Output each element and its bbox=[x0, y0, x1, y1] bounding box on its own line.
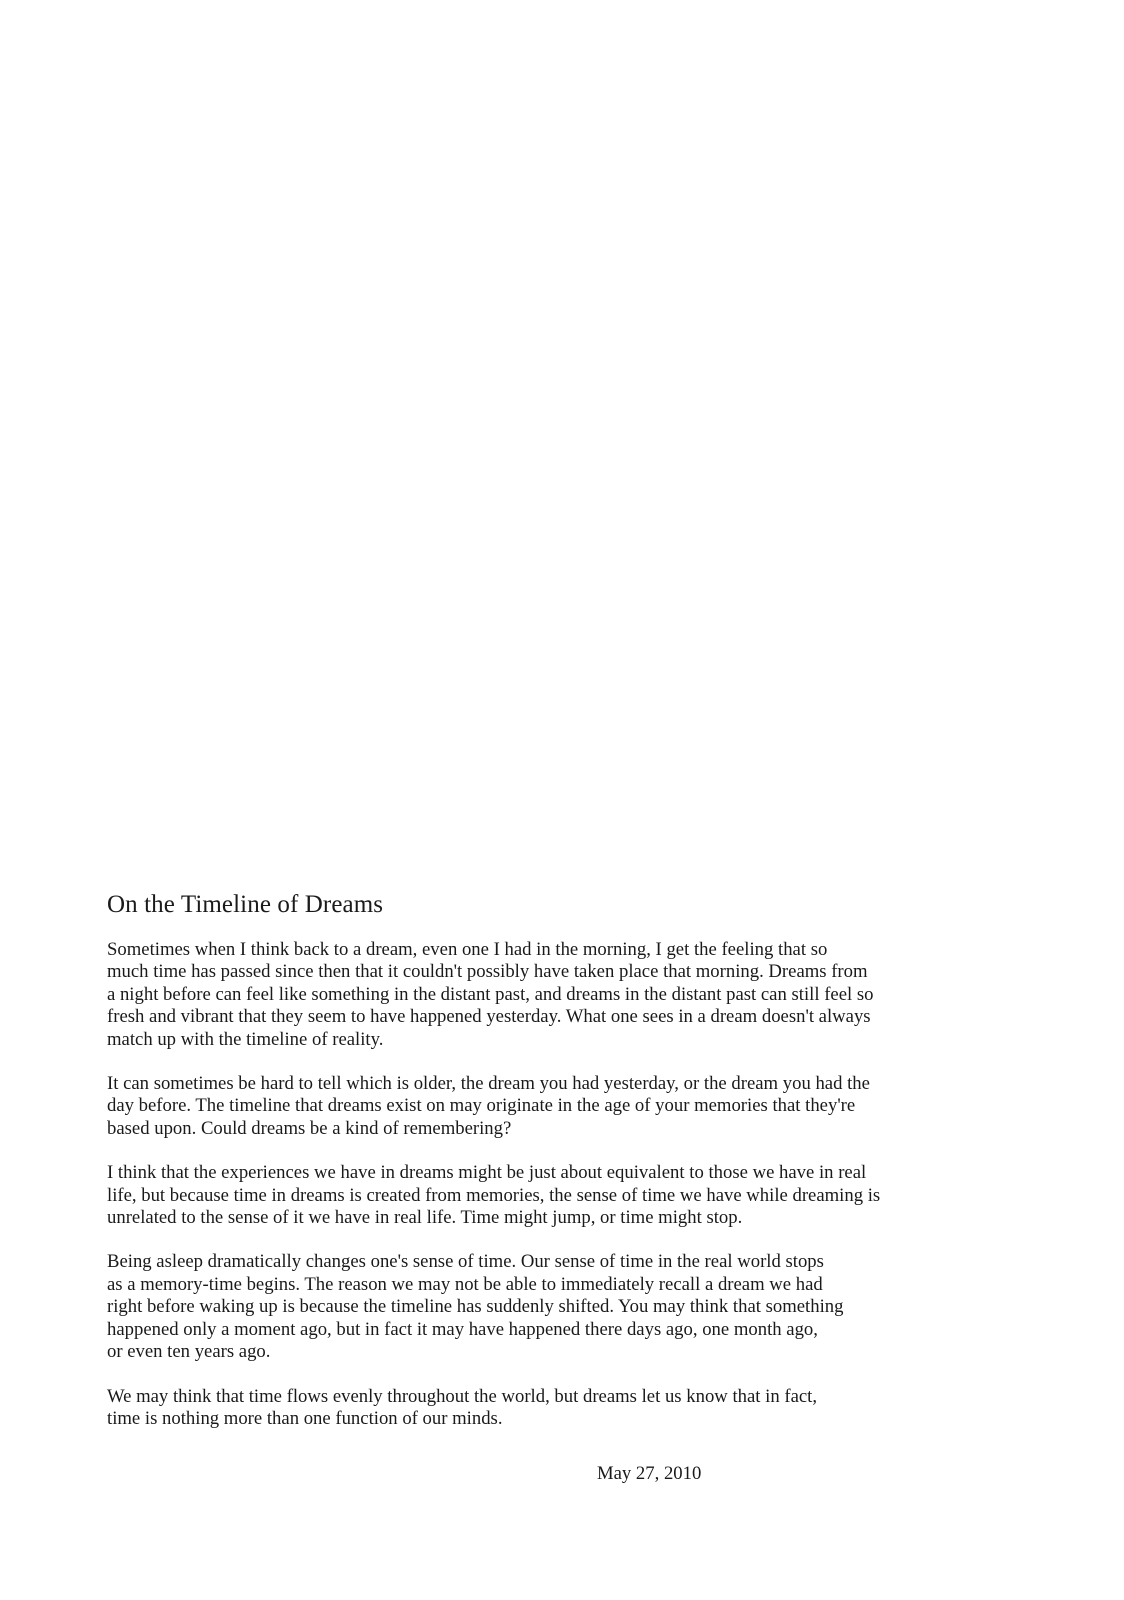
essay-paragraph-2 bbox=[107, 1073, 977, 1140]
paragraph-line: happened only a moment ago, but in fact it may have happened there days ago, one month ago, bbox=[107, 1318, 818, 1340]
paragraph-line: as a memory-time begins. The reason we may not be able to immediately recall a dream we had bbox=[107, 1273, 823, 1295]
paragraph-line: time is nothing more than one function of our minds. bbox=[107, 1407, 503, 1429]
paragraph-line: unrelated to the sense of it we have in real life. Time might jump, or time might stop. bbox=[107, 1207, 743, 1229]
paragraph-line: a night before can feel like something in the distant past, and dreams in the distant past can still feel so bbox=[107, 983, 874, 1005]
essay bbox=[107, 890, 977, 1452]
paragraph-line: fresh and vibrant that they seem to have happened yesterday. What one sees in a dream doesn't always bbox=[107, 1006, 871, 1028]
paragraph-line: It can sometimes be hard to tell which is older, the dream you had yesterday, or the dream you had the bbox=[107, 1073, 870, 1095]
paragraph-line: I think that the experiences we have in dreams might be just about equivalent to those we have in real bbox=[107, 1162, 867, 1184]
paragraph-line: right before waking up is because the timeline has suddenly shifted. You may think that something bbox=[107, 1296, 844, 1318]
essay-date: May 27, 2010 bbox=[597, 1463, 702, 1484]
essay-paragraph-3 bbox=[107, 1162, 977, 1229]
paragraph-line: day before. The timeline that dreams exist on may originate in the age of your memories that they're bbox=[107, 1095, 856, 1117]
paragraph-line: We may think that time flows evenly throughout the world, but dreams let us know that in fact, bbox=[107, 1385, 818, 1407]
paragraph-line: Sometimes when I think back to a dream, even one I had in the morning, I get the feeling that so bbox=[107, 939, 828, 960]
paragraph-line: match up with the timeline of reality. bbox=[107, 1028, 384, 1050]
paragraph-line: or even ten years ago. bbox=[107, 1341, 271, 1363]
essay-paragraph-1 bbox=[107, 939, 977, 1051]
paragraph-line: based upon. Could dreams be a kind of remembering? bbox=[107, 1117, 512, 1139]
essay-paragraph-4 bbox=[107, 1251, 977, 1363]
paragraph-line: Being asleep dramatically changes one's sense of time. Our sense of time in the real world stops bbox=[107, 1251, 824, 1273]
essay-title: On the Timeline of Dreams bbox=[107, 891, 384, 918]
paragraph-line: much time has passed since then that it couldn't possibly have taken place that morning. Dreams from bbox=[107, 961, 868, 983]
essay-paragraph-5 bbox=[107, 1386, 977, 1431]
paragraph-line: life, but because time in dreams is created from memories, the sense of time we have while dreaming is bbox=[107, 1184, 881, 1206]
